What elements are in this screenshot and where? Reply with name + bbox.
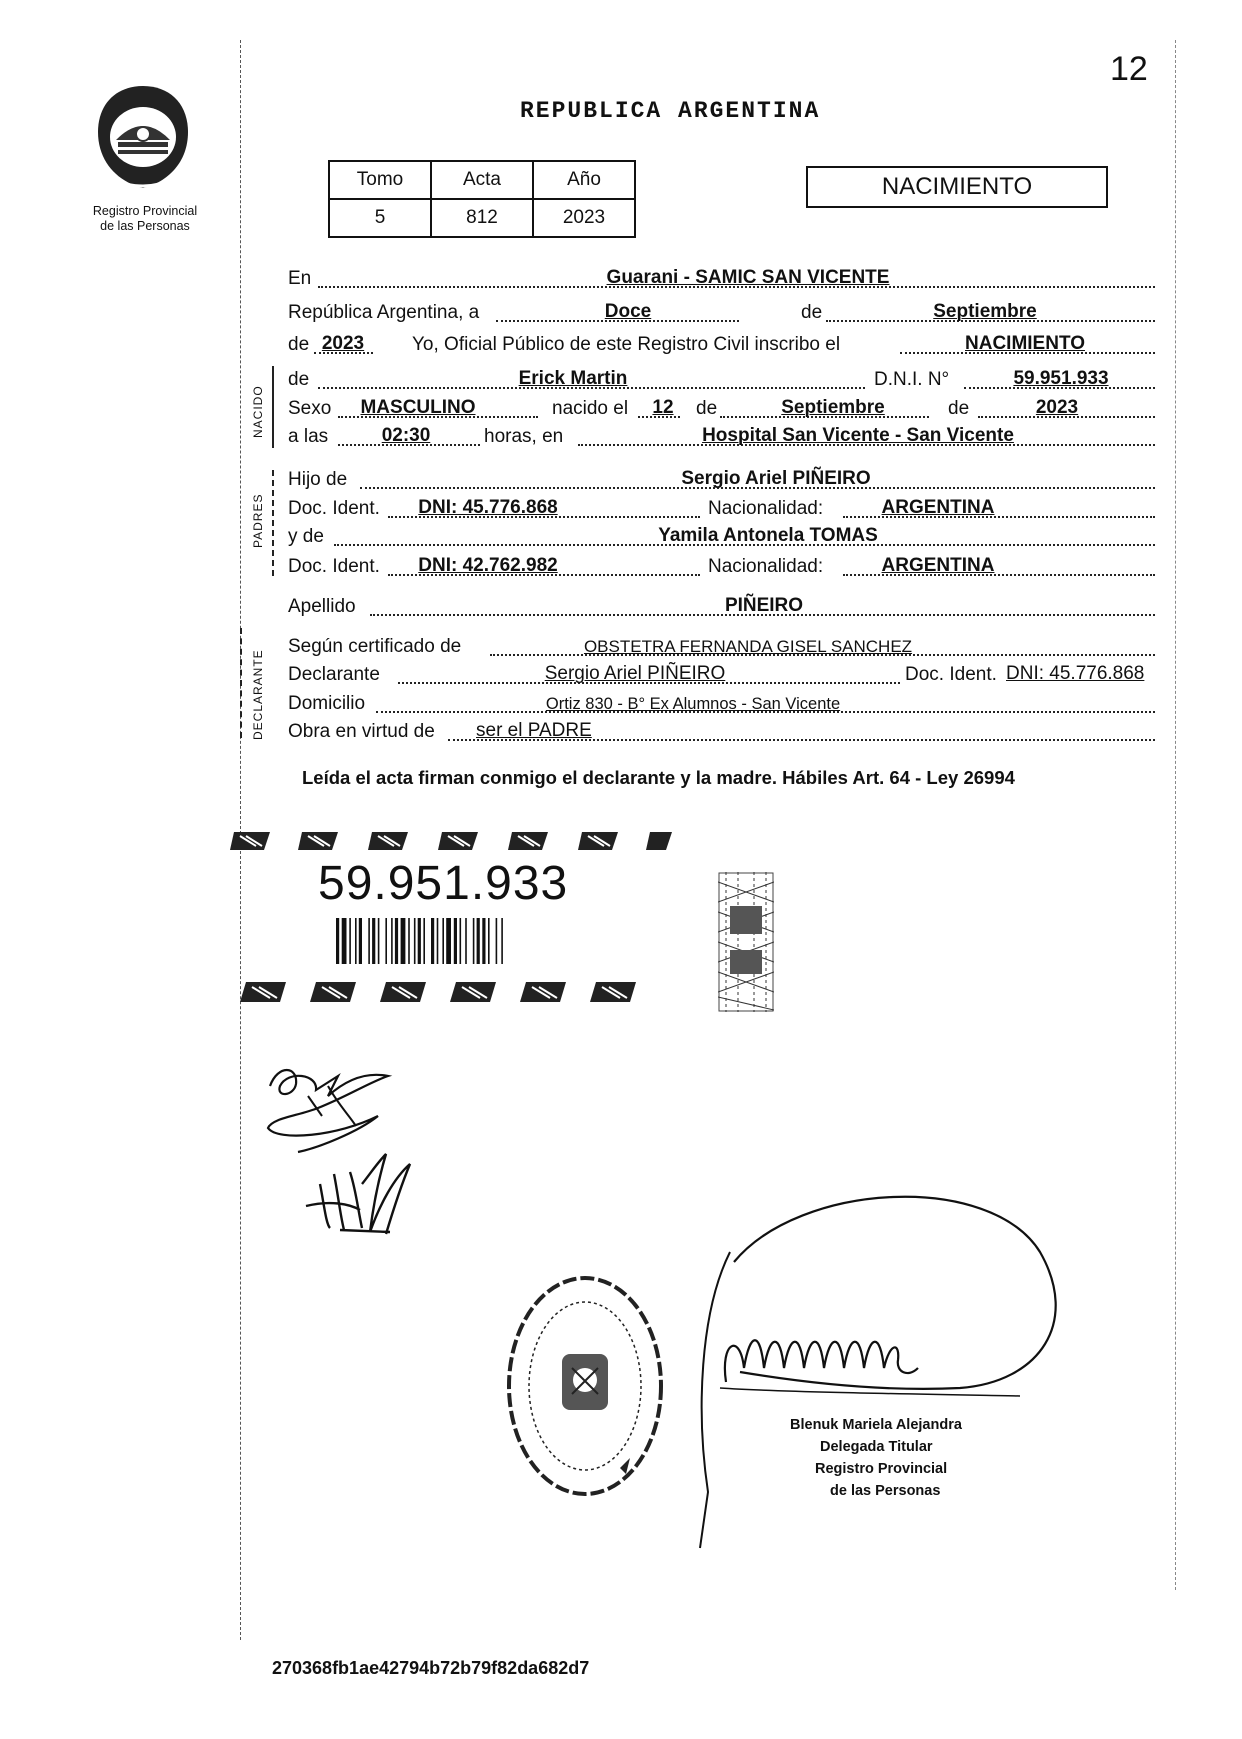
label-de: de xyxy=(801,302,823,323)
row-padre-doc xyxy=(288,494,1155,524)
value-madre: Yamila Antonela TOMAS xyxy=(658,525,878,546)
padres-bracket xyxy=(272,470,274,576)
value-dia: Doce xyxy=(604,301,652,322)
value-padre: Sergio Ariel PIÑEIRO xyxy=(681,468,871,489)
row-sexo xyxy=(288,394,1155,424)
label-nacionalidad: Nacionalidad: xyxy=(708,556,824,577)
side-label-declarante: DECLARANTE xyxy=(251,649,265,740)
row-obra xyxy=(288,717,1155,747)
security-pattern-graphic xyxy=(230,828,680,854)
registro-table xyxy=(328,160,636,238)
value-nombre: Erick Martin xyxy=(518,368,628,389)
label-de-nac-anio: de xyxy=(948,398,970,419)
value-lugar-nac: Hospital San Vicente - San Vicente xyxy=(702,425,1014,446)
value-declarante-doc: DNI: 45.776.868 xyxy=(1006,663,1145,684)
label-nacionalidad: Nacionalidad: xyxy=(708,498,824,519)
label-nacido-el: nacido el xyxy=(552,398,629,419)
label-doc-ident: Doc. Ident. xyxy=(288,556,380,577)
row-domicilio xyxy=(288,689,1155,719)
registro-header-tomo: Tomo xyxy=(329,161,431,199)
row-padre xyxy=(288,465,1155,495)
security-pattern-graphic xyxy=(240,978,680,1006)
label-doc-ident: Doc. Ident. xyxy=(288,498,380,519)
value-madre-doc: DNI: 42.762.982 xyxy=(418,555,558,576)
value-nac-mes: Septiembre xyxy=(781,397,885,418)
declarante-bracket xyxy=(240,628,242,738)
row-inscripcion xyxy=(288,330,1155,360)
label-sexo: Sexo xyxy=(288,398,332,419)
label-en: En xyxy=(288,268,312,289)
row-certificado xyxy=(288,632,1155,662)
page-number: 12 xyxy=(1110,50,1148,88)
hologram-graphic xyxy=(718,872,774,1012)
registro-header-row xyxy=(329,161,635,199)
official-signature-block xyxy=(790,1414,962,1502)
security-hologram xyxy=(718,872,774,1012)
label-apellido: Apellido xyxy=(288,596,356,617)
security-pattern-bottom xyxy=(240,978,680,1006)
legal-text: Leída el acta firman conmigo el declarante y la madre. Hábiles Art. 64 - Ley 26994 xyxy=(302,767,1015,788)
value-mes: Septiembre xyxy=(933,301,1037,322)
label-republica: República Argentina, a xyxy=(288,302,480,323)
value-sexo: MASCULINO xyxy=(360,397,476,418)
value-obra: ser el PADRE xyxy=(476,720,592,741)
side-label-nacido: NACIDO xyxy=(251,385,265,438)
document-title: REPUBLICA ARGENTINA xyxy=(520,98,821,124)
value-lugar: Guarani - SAMIC SAN VICENTE xyxy=(606,267,890,288)
barcode-graphic xyxy=(334,918,560,964)
value-anio: 2023 xyxy=(321,333,365,354)
logo-caption xyxy=(70,204,220,234)
official-name: Blenuk Mariela Alejandra xyxy=(790,1417,962,1433)
value-dni: 59.951.933 xyxy=(1013,368,1109,389)
registro-value-tomo: 5 xyxy=(329,199,431,237)
row-declarante xyxy=(288,660,1155,690)
row-madre xyxy=(288,522,1155,552)
label-horas-en: horas, en xyxy=(484,426,564,447)
label-doc-ident: Doc. Ident. xyxy=(905,664,997,685)
document-hash: 270368fb1ae42794b72b79f82da682d7 xyxy=(272,1658,590,1678)
row-apellido xyxy=(288,592,1155,622)
label-declarante: Declarante xyxy=(288,664,380,685)
row-fecha xyxy=(288,298,1155,328)
value-domicilio: Ortiz 830 - B° Ex Alumnos - San Vicente xyxy=(545,695,841,713)
label-dni: D.N.I. N° xyxy=(874,369,950,390)
value-padre-doc: DNI: 45.776.868 xyxy=(418,497,558,518)
label-domicilio: Domicilio xyxy=(288,693,366,714)
label-de-nombre: de xyxy=(288,369,310,390)
official-stamp xyxy=(500,1268,670,1508)
value-nac-anio: 2023 xyxy=(1035,397,1079,418)
label-de-anio: de xyxy=(288,334,310,355)
value-declarante: Sergio Ariel PIÑEIRO xyxy=(544,663,726,684)
label-de-mes: de xyxy=(696,398,718,419)
value-hora: 02:30 xyxy=(381,425,431,446)
official-role: Delegada Titular xyxy=(820,1439,933,1455)
row-nombre xyxy=(288,365,1155,395)
tipo-acta-box: NACIMIENTO xyxy=(806,166,1108,208)
value-madre-nac: ARGENTINA xyxy=(881,555,995,576)
row-madre-doc xyxy=(288,552,1155,582)
registro-header-anio: Año xyxy=(533,161,635,199)
row-lugar xyxy=(288,264,1155,294)
label-y-de: y de xyxy=(288,526,324,547)
dni-number-large: 59.951.933 xyxy=(318,857,569,910)
logo-caption-line2: de las Personas xyxy=(100,219,190,233)
label-a-las: a las xyxy=(288,426,329,447)
security-pattern-top xyxy=(230,828,680,854)
barcode xyxy=(334,918,560,964)
row-hora xyxy=(288,422,1155,452)
mother-signature xyxy=(300,1144,440,1254)
provincial-seal-logo xyxy=(88,82,198,192)
right-margin-line xyxy=(1175,40,1176,1590)
registro-header-acta: Acta xyxy=(431,161,533,199)
value-tipo: NACIMIENTO xyxy=(965,333,1085,354)
official-office-line2: de las Personas xyxy=(830,1483,941,1499)
nacido-bracket xyxy=(272,366,274,448)
side-label-padres: PADRES xyxy=(251,493,265,548)
label-oficial: Yo, Oficial Público de este Registro Civil inscribo el xyxy=(412,334,841,355)
official-office-line1: Registro Provincial xyxy=(815,1461,948,1477)
value-apellido: PIÑEIRO xyxy=(724,595,804,616)
value-nac-dia: 12 xyxy=(652,397,674,418)
label-hijo-de: Hijo de xyxy=(288,469,348,490)
registro-value-row xyxy=(329,199,635,237)
label-obra: Obra en virtud de xyxy=(288,721,435,742)
registro-value-acta: 812 xyxy=(431,199,533,237)
label-certificado: Según certificado de xyxy=(288,636,462,657)
registro-value-anio: 2023 xyxy=(533,199,635,237)
value-certificado: OBSTETRA FERNANDA GISEL SANCHEZ xyxy=(583,637,913,656)
value-padre-nac: ARGENTINA xyxy=(881,497,995,518)
logo-caption-line1: Registro Provincial xyxy=(92,204,198,218)
